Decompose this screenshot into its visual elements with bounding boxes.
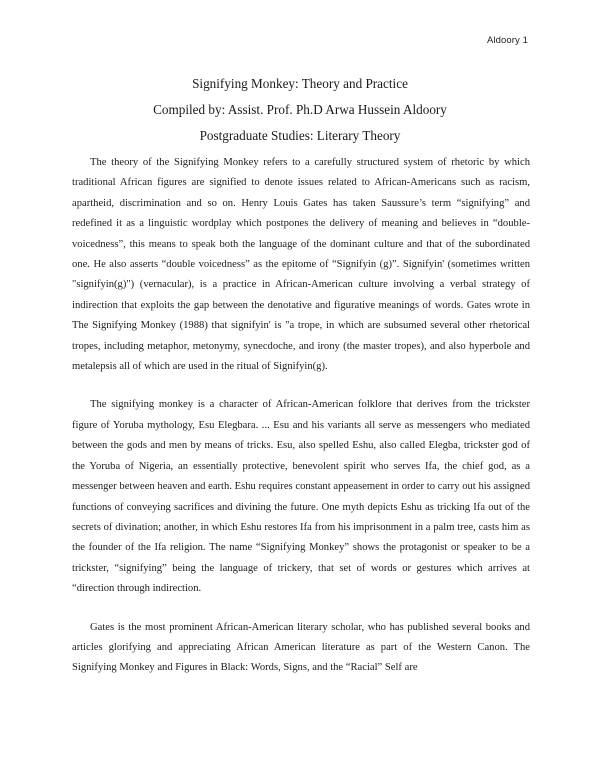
title-block	[72, 71, 528, 149]
compiled-by-line: Compiled by: Assist. Prof. Ph.D Arwa Hussein Aldoory	[153, 102, 447, 117]
running-head: Aldoory 1	[486, 35, 528, 46]
document-title: Signifying Monkey: Theory and Practice	[192, 76, 408, 91]
paragraph: Gates is the most prominent African-American literary scholar, who has published several books and articles glorifying and appreciating African American literature as part of the Western Canon. The Signifying Monkey and Figures in Black: Words, Signs, and the “Racial” Self are	[72, 621, 530, 674]
course-line: Postgraduate Studies: Literary Theory	[199, 128, 401, 143]
paragraph: The theory of the Signifying Monkey refers to a carefully structured system of rhetoric by which traditional African figures are signified to denote issues related to African-Americans such as racism, apartheid, discrimination and so on. Henry Louis Gates has taken Saussure’s term “signifying” and redefined it as a linguistic wordplay which postpones the delivery of meaning and believes in “double-voicedness”, this means to speak both the language of the dominant culture and that of the subordinated one. He also asserts “double voicedness” as the epitome of “Signifyin (g)”. Signifyin' (sometimes written "signifyin(g)") (vernacular), is a practice in African-American culture involving a verbal strategy of indirection that exploits the gap between the denotative and figurative meanings of words. Gates wrote in The Signifying Monkey (1988) that signifyin' is "a trope, in which are subsumed several other rhetorical tropes, including metaphor, metonymy, synecdoche, and irony (the master tropes), and also hyperbole and metalepsis all of which are used in the ritual of Signifyin(g).	[72, 157, 530, 373]
paragraph: The signifying monkey is a character of African-American folklore that derives from the trickster figure of Yoruba mythology, Esu Elegbara. ... Esu and his variants all serve as messengers who mediated between the gods and men by means of tricks. Esu, also spelled Eshu, also called Elegba, trickster god of the Yoruba of Nigeria, an essentially protective, benevolent spirit who serves Ifa, the chief god, as a messenger between heaven and earth. Eshu requires constant appeasement in order to carry out his assigned functions of conveying sacrifices and divining the future. One myth depicts Eshu as tricking Ifa out of the secrets of divination; another, in which Eshu restores Ifa from his imprisonment in a palm tree, casts him as the founder of the Ifa religion. The name “Signifying Monkey” shows the protagonist or speaker to be a trickster, “signifying” being the language of trickery, that set of words or gestures which arrives at “direction through indirection.	[72, 399, 530, 595]
body-text	[72, 153, 530, 679]
